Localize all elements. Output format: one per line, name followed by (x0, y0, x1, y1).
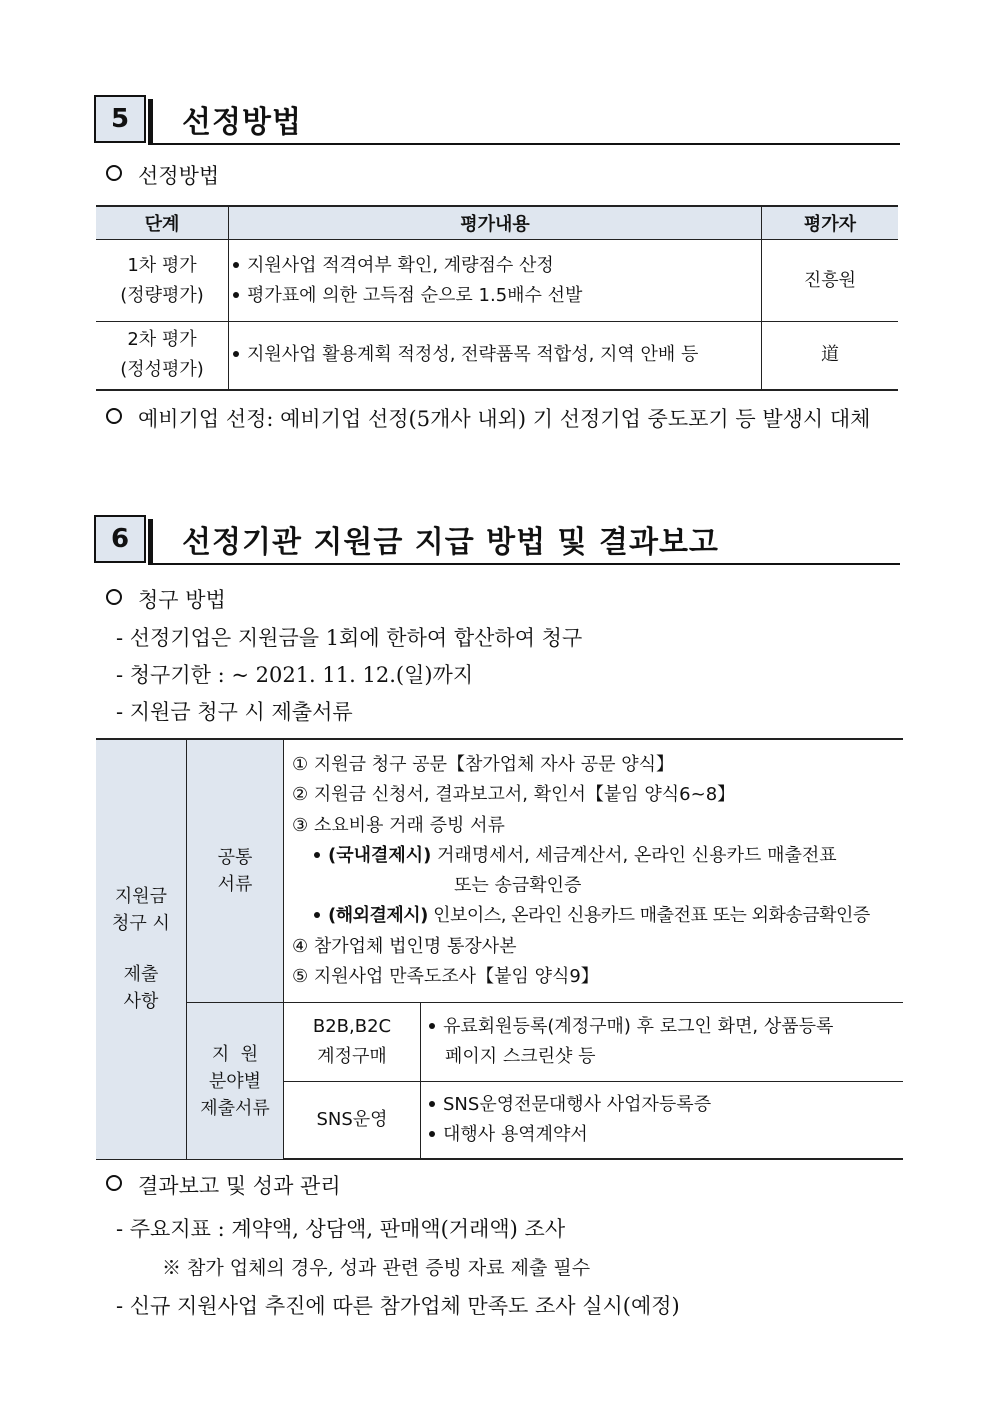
circle-bullet-icon (106, 1175, 122, 1191)
bullet-claim-method: 청구 방법 (106, 584, 226, 614)
bullet-icon (429, 1131, 435, 1137)
report-item: - 신규 지원사업 추진에 따른 참가업체 만족도 조사 실시(예정) (116, 1294, 680, 1318)
claim-item-deadline: - 청구기한 : ~ 2021. 11. 12.(일)까지 (116, 663, 474, 687)
list-item: ② 지원금 신청서, 결과보고서, 확인서【붙임 양식6~8】 (292, 784, 736, 806)
title-underline (152, 143, 900, 145)
evaluator-cell: 진흥원 (762, 240, 899, 322)
claim-item: - 지원금 청구 시 제출서류 (116, 700, 353, 724)
header-evaluator: 평가자 (762, 206, 899, 240)
section-title: 선정방법 (182, 105, 302, 140)
list-item: ④ 참가업체 법인명 통장사본 (292, 935, 517, 957)
note-reserve-company: 예비기업 선정: 예비기업 선정(5개사 내외) 기 선정기업 중도포기 등 발생시 대체 (106, 403, 870, 433)
section-number: 5 (94, 95, 146, 143)
list-item-continued: 또는 송금확인증 (454, 875, 582, 897)
table-row (96, 739, 903, 1003)
list-item: (해외결제시) 인보이스, 온라인 신용카드 매출전표 또는 외화송금확인증 (292, 901, 903, 931)
section-5-header (94, 95, 900, 147)
bullet-icon (233, 262, 239, 268)
common-docs-cell (284, 739, 904, 1003)
list-item: 대행사 용역계약서 (429, 1120, 903, 1150)
report-item: - 주요지표 : 계약액, 상담액, 판매액(거래액) 조사 (116, 1217, 566, 1241)
list-item: (국내결제시) 거래명세서, 세금계산서, 온라인 신용카드 매출전표 (292, 841, 903, 871)
content-cell (229, 240, 762, 322)
table-row (96, 322, 898, 390)
evaluation-table (96, 205, 898, 391)
bullet-icon (233, 292, 239, 298)
list-item: 평가표에 의한 고득점 순으로 1.5배수 선발 (233, 281, 761, 311)
submission-documents-table (96, 738, 903, 1160)
field-docs-cell (421, 1003, 904, 1082)
claim-item: - 선정기업은 지원금을 1회에 한하여 합산하여 청구 (116, 626, 583, 650)
report-note: ※ 참가 업체의 경우, 성과 관련 증빙 자료 제출 필수 (162, 1257, 591, 1279)
circle-bullet-icon (106, 589, 122, 605)
table-row (96, 240, 898, 322)
common-docs-label-cell: 공통 서류 (187, 739, 284, 1003)
evaluator-cell: 道 (762, 322, 899, 390)
list-item: 지원사업 적격여부 확인, 계량점수 산정 (233, 251, 761, 281)
circle-bullet-icon (106, 408, 122, 424)
stage-cell: 2차 평가 (정성평가) (96, 322, 229, 390)
table-header-row (96, 206, 898, 240)
submission-label-cell: 지원금 청구 시 제출 사항 (96, 739, 187, 1159)
bullet-icon (429, 1023, 435, 1029)
list-item: SNS운영전문대행사 사업자등록증 (429, 1090, 903, 1120)
bullet-icon (314, 852, 320, 858)
bullet-icon (429, 1101, 435, 1107)
bullet-icon (233, 351, 239, 357)
field-name-cell: SNS운영 (284, 1082, 421, 1160)
list-item: ① 지원금 청구 공문【참가업체 자사 공문 양식】 (292, 754, 675, 775)
list-item: ⑤ 지원사업 만족도조사【붙임 양식9】 (292, 966, 599, 988)
list-item-continued: 페이지 스크린샷 등 (445, 1046, 596, 1068)
content-cell (229, 322, 762, 390)
stage-cell: 1차 평가 (정량평가) (96, 240, 229, 322)
bullet-selection-method: 선정방법 (106, 160, 219, 190)
list-item: 유료회원등록(계정구매) 후 로그인 화면, 상품등록 (429, 1012, 903, 1042)
header-stage: 단계 (96, 206, 229, 240)
field-docs-cell (421, 1082, 904, 1160)
bullet-icon (314, 912, 320, 918)
circle-bullet-icon (106, 165, 122, 181)
section-6-header (94, 515, 900, 567)
field-docs-label-cell: 지 원 분야별 제출서류 (187, 1003, 284, 1160)
list-item: ③ 소요비용 거래 증빙 서류 (292, 814, 505, 836)
section-title: 선정기관 지원금 지급 방법 및 결과보고 (182, 525, 719, 560)
list-item: 지원사업 활용계획 적정성, 전략품목 적합성, 지역 안배 등 (233, 340, 761, 370)
table-row (96, 1003, 903, 1082)
field-name-cell: B2B,B2C 계정구매 (284, 1003, 421, 1082)
bullet-report: 결과보고 및 성과 관리 (106, 1170, 341, 1200)
header-content: 평가내용 (229, 206, 762, 240)
title-underline (152, 563, 900, 565)
section-number: 6 (94, 515, 146, 563)
